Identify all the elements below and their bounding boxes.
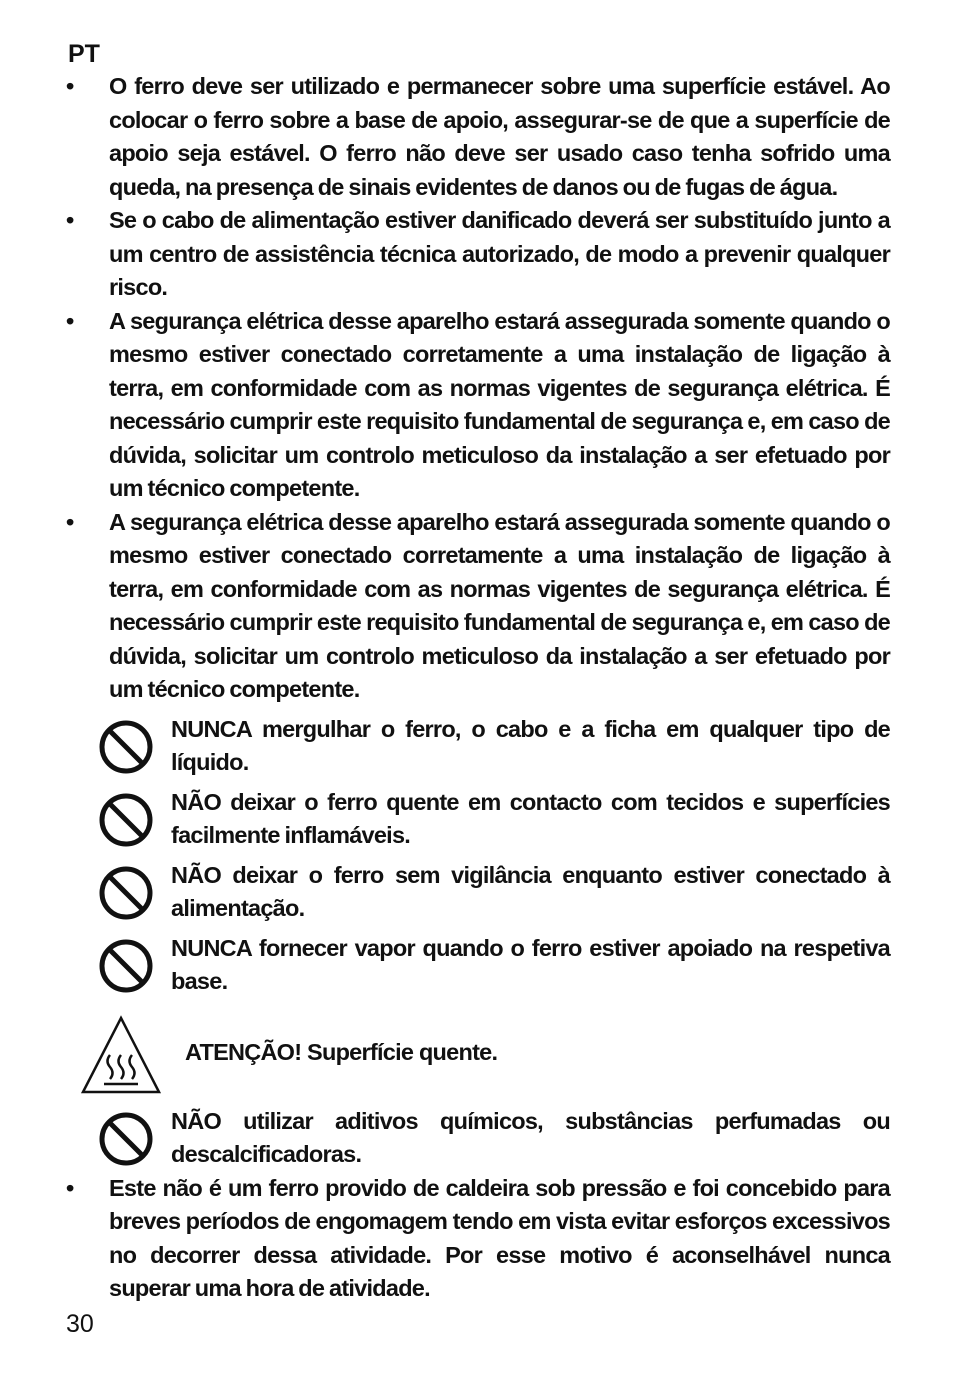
prohibition-text: NUNCA mergulhar o ferro, o cabo e a ficha em qualquer tipo de líquido.: [171, 715, 890, 775]
prohibition-icon: [98, 719, 154, 775]
bullet-item: [66, 506, 890, 707]
bullet-text: O ferro deve ser utilizado e permanecer sobre uma superfície estável. Ao colocar o ferro sobre a base de apoio, assegurar-se de que a superfície de apoio seja estável. O ferro não deve ser usado caso tenha sofrido uma queda, na presença de sinais evidentes de danos ou de fugas de água.: [109, 73, 890, 200]
prohibition-icon: [98, 792, 154, 848]
hot-surface-warning-icon: [80, 1015, 162, 1095]
bullet-text: Este não é um ferro provido de caldeira sob pressão e foi concebido para breves períodos de engomagem tendo em vista evitar esforços excessivos no decorrer dessa atividade. Por esse motivo é aconselhável nunca superar uma hora de atividade.: [109, 1174, 890, 1301]
page-number: 30: [66, 1310, 94, 1338]
prohibition-text: NÃO deixar o ferro sem vigilância enquanto estiver conectado à alimentação.: [171, 861, 890, 921]
prohibition-item: [66, 713, 890, 780]
hot-surface-warning-text: ATENÇÃO! Superfície quente.: [185, 1038, 498, 1065]
bullet-item: [66, 70, 890, 204]
prohibition-text: NÃO utilizar aditivos químicos, substâncias perfumadas ou descalcificadoras.: [171, 1107, 890, 1167]
bullet-dot: •: [66, 508, 74, 535]
bullet-text: Se o cabo de alimentação estiver danificado deverá ser substituído junto a um centro de assistência técnica autorizado, de modo a prevenir qualquer risco.: [109, 207, 890, 300]
prohibition-text: NUNCA fornecer vapor quando o ferro estiver apoiado na respetiva base.: [171, 934, 890, 994]
bullet-item: [66, 204, 890, 305]
hot-surface-warning: [66, 1015, 890, 1099]
prohibition-item: [66, 1105, 890, 1172]
prohibition-icon: [98, 938, 154, 994]
prohibition-item: [66, 932, 890, 999]
bullet-text: A segurança elétrica desse aparelho estará assegurada somente quando o mesmo estiver conectado corretamente a uma instalação de ligação à terra, em conformidade com as normas vigentes de segurança elétrica. É necessário cumprir este requisito fundamental de segurança e, em caso de dúvida, solicitar um controlo meticuloso da instalação a ser efetuado por um técnico competente.: [109, 307, 890, 501]
prohibition-icon: [98, 865, 154, 921]
bullet-dot: •: [66, 307, 74, 334]
bullet-dot: •: [66, 73, 74, 99]
prohibition-text: NÃO deixar o ferro quente em contacto com tecidos e superfícies facilmente inflamáveis.: [171, 788, 890, 848]
bullet-dot: •: [66, 1174, 74, 1201]
bullet-item: [66, 1172, 890, 1306]
prohibition-item: [66, 859, 890, 926]
bullet-dot: •: [66, 207, 74, 233]
manual-content: [66, 68, 890, 1306]
language-code: PT: [68, 40, 100, 68]
prohibition-item: [66, 786, 890, 853]
prohibition-icon: [98, 1111, 154, 1167]
bullet-item: [66, 305, 890, 506]
bullet-text: A segurança elétrica desse aparelho estará assegurada somente quando o mesmo estiver conectado corretamente a uma instalação de ligação à terra, em conformidade com as normas vigentes de segurança elétrica. É necessário cumprir este requisito fundamental de segurança e, em caso de dúvida, solicitar um controlo meticuloso da instalação a ser efetuado por um técnico competente.: [109, 508, 890, 702]
